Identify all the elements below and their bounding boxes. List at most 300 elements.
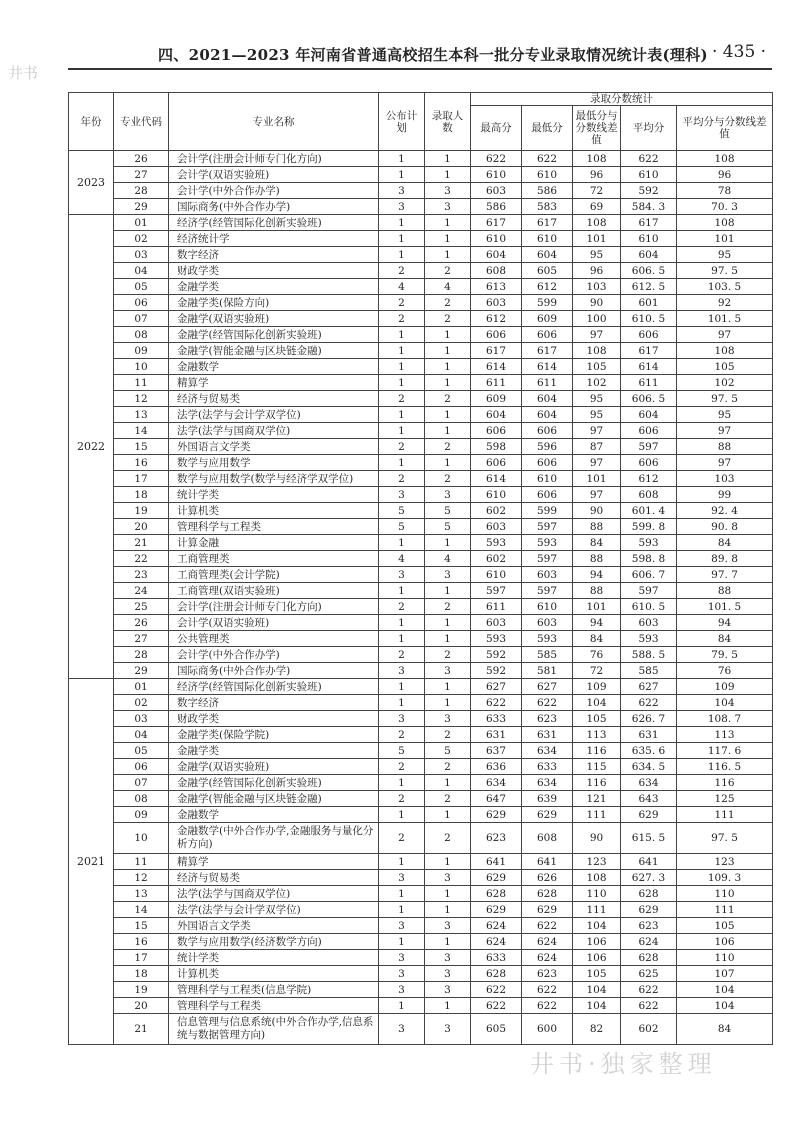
avg-diff-cell: 96 — [677, 167, 773, 183]
avg-diff-cell: 111 — [677, 807, 773, 823]
avg-cell: 628 — [621, 886, 677, 902]
avg-diff-cell: 108 — [677, 215, 773, 231]
max-cell: 614 — [471, 471, 522, 487]
min-cell: 597 — [522, 551, 573, 567]
admit-cell: 1 — [425, 583, 471, 599]
code-cell: 16 — [114, 934, 169, 950]
avg-diff-cell: 107 — [677, 966, 773, 982]
admit-cell: 3 — [425, 567, 471, 583]
admit-cell: 3 — [425, 199, 471, 215]
page-title: 四、2021—2023 年河南省普通高校招生本科一批分专业录取情况统计表(理科) — [158, 46, 708, 64]
min-diff-cell: 111 — [573, 902, 621, 918]
code-cell: 05 — [114, 743, 169, 759]
code-cell: 15 — [114, 918, 169, 934]
name-cell: 金融学(双语实验班) — [169, 311, 379, 327]
plan-cell: 1 — [379, 423, 425, 439]
max-cell: 609 — [471, 391, 522, 407]
admit-cell: 1 — [425, 359, 471, 375]
name-cell: 外国语言文学类 — [169, 918, 379, 934]
page-header — [0, 40, 800, 66]
avg-diff-cell: 97 — [677, 327, 773, 343]
table-row — [69, 663, 773, 679]
min-cell: 610 — [522, 167, 573, 183]
min-cell: 604 — [522, 391, 573, 407]
avg-diff-cell: 92 — [677, 295, 773, 311]
min-cell: 593 — [522, 535, 573, 551]
code-cell: 21 — [114, 535, 169, 551]
avg-cell: 604 — [621, 407, 677, 423]
name-cell: 财政学类 — [169, 711, 379, 727]
avg-cell: 597 — [621, 583, 677, 599]
min-cell: 624 — [522, 934, 573, 950]
avg-cell: 602 — [621, 1014, 677, 1045]
min-cell: 610 — [522, 599, 573, 615]
plan-cell: 2 — [379, 823, 425, 854]
plan-cell: 3 — [379, 966, 425, 982]
avg-cell: 623 — [621, 918, 677, 934]
admit-cell: 1 — [425, 151, 471, 167]
code-cell: 09 — [114, 343, 169, 359]
name-cell: 金融学类(保险方向) — [169, 295, 379, 311]
min-cell: 634 — [522, 743, 573, 759]
max-cell: 611 — [471, 375, 522, 391]
admit-cell: 5 — [425, 743, 471, 759]
min-diff-cell: 109 — [573, 679, 621, 695]
min-cell: 603 — [522, 567, 573, 583]
admit-cell: 1 — [425, 934, 471, 950]
name-cell: 精算学 — [169, 375, 379, 391]
max-cell: 624 — [471, 934, 522, 950]
plan-cell: 2 — [379, 295, 425, 311]
max-cell: 586 — [471, 199, 522, 215]
min-cell: 610 — [522, 231, 573, 247]
col-max: 最高分 — [471, 106, 522, 151]
avg-diff-cell: 88 — [677, 439, 773, 455]
min-diff-cell: 84 — [573, 535, 621, 551]
col-min-diff: 最低分与分数线差值 — [573, 106, 621, 151]
min-diff-cell: 82 — [573, 1014, 621, 1045]
min-cell: 617 — [522, 343, 573, 359]
table-row — [69, 455, 773, 471]
max-cell: 602 — [471, 551, 522, 567]
avg-cell: 588. 5 — [621, 647, 677, 663]
plan-cell: 1 — [379, 583, 425, 599]
min-diff-cell: 106 — [573, 934, 621, 950]
avg-diff-cell: 104 — [677, 998, 773, 1014]
max-cell: 598 — [471, 439, 522, 455]
min-diff-cell: 108 — [573, 870, 621, 886]
table-row — [69, 583, 773, 599]
min-diff-cell: 84 — [573, 631, 621, 647]
admit-cell: 1 — [425, 327, 471, 343]
code-cell: 17 — [114, 950, 169, 966]
min-cell: 604 — [522, 247, 573, 263]
code-cell: 13 — [114, 407, 169, 423]
min-diff-cell: 106 — [573, 950, 621, 966]
plan-cell: 1 — [379, 535, 425, 551]
name-cell: 金融数学 — [169, 359, 379, 375]
avg-cell: 592 — [621, 183, 677, 199]
code-cell: 08 — [114, 791, 169, 807]
min-cell: 606 — [522, 455, 573, 471]
admit-cell: 1 — [425, 615, 471, 631]
min-diff-cell: 95 — [573, 407, 621, 423]
avg-diff-cell: 84 — [677, 631, 773, 647]
min-diff-cell: 69 — [573, 199, 621, 215]
col-avg: 平均分 — [621, 106, 677, 151]
avg-diff-cell: 101. 5 — [677, 599, 773, 615]
min-diff-cell: 97 — [573, 423, 621, 439]
avg-diff-cell: 70. 3 — [677, 199, 773, 215]
avg-diff-cell: 95 — [677, 407, 773, 423]
min-cell: 603 — [522, 615, 573, 631]
admit-cell: 2 — [425, 599, 471, 615]
code-cell: 04 — [114, 727, 169, 743]
max-cell: 603 — [471, 519, 522, 535]
min-cell: 627 — [522, 679, 573, 695]
table-row — [69, 918, 773, 934]
max-cell: 641 — [471, 854, 522, 870]
admit-cell: 3 — [425, 982, 471, 998]
min-diff-cell: 90 — [573, 295, 621, 311]
admit-cell: 1 — [425, 998, 471, 1014]
code-cell: 14 — [114, 423, 169, 439]
max-cell: 622 — [471, 982, 522, 998]
avg-diff-cell: 97. 5 — [677, 391, 773, 407]
code-cell: 11 — [114, 854, 169, 870]
min-diff-cell: 72 — [573, 183, 621, 199]
avg-cell: 606. 7 — [621, 567, 677, 583]
max-cell: 622 — [471, 151, 522, 167]
admit-cell: 3 — [425, 1014, 471, 1045]
max-cell: 636 — [471, 759, 522, 775]
table-row — [69, 743, 773, 759]
name-cell: 数学与应用数学 — [169, 455, 379, 471]
plan-cell: 1 — [379, 151, 425, 167]
admit-cell: 3 — [425, 950, 471, 966]
avg-cell: 606. 5 — [621, 263, 677, 279]
admit-cell: 1 — [425, 535, 471, 551]
code-cell: 03 — [114, 247, 169, 263]
plan-cell: 1 — [379, 854, 425, 870]
plan-cell: 3 — [379, 982, 425, 998]
avg-cell: 635. 6 — [621, 743, 677, 759]
table-row — [69, 279, 773, 295]
name-cell: 财政学类 — [169, 263, 379, 279]
avg-cell: 599. 8 — [621, 519, 677, 535]
admit-cell: 4 — [425, 279, 471, 295]
plan-cell: 5 — [379, 743, 425, 759]
col-min: 最低分 — [522, 106, 573, 151]
admit-cell: 2 — [425, 823, 471, 854]
admit-cell: 3 — [425, 966, 471, 982]
avg-cell: 617 — [621, 215, 677, 231]
table-row — [69, 679, 773, 695]
table-row — [69, 870, 773, 886]
name-cell: 工商管理类 — [169, 551, 379, 567]
min-diff-cell: 102 — [573, 375, 621, 391]
plan-cell: 4 — [379, 551, 425, 567]
name-cell: 会计学(中外合作办学) — [169, 183, 379, 199]
min-diff-cell: 90 — [573, 503, 621, 519]
plan-cell: 1 — [379, 886, 425, 902]
min-cell: 599 — [522, 503, 573, 519]
admit-cell: 3 — [425, 711, 471, 727]
min-cell: 597 — [522, 583, 573, 599]
avg-diff-cell: 117. 6 — [677, 743, 773, 759]
avg-diff-cell: 84 — [677, 535, 773, 551]
code-cell: 29 — [114, 663, 169, 679]
plan-cell: 1 — [379, 359, 425, 375]
year-cell: 2021 — [69, 679, 114, 1045]
name-cell: 经济与贸易类 — [169, 391, 379, 407]
min-cell: 583 — [522, 199, 573, 215]
max-cell: 624 — [471, 918, 522, 934]
table-row — [69, 615, 773, 631]
plan-cell: 1 — [379, 375, 425, 391]
plan-cell: 1 — [379, 775, 425, 791]
avg-cell: 634 — [621, 775, 677, 791]
max-cell: 610 — [471, 167, 522, 183]
code-cell: 19 — [114, 503, 169, 519]
plan-cell: 1 — [379, 998, 425, 1014]
min-diff-cell: 76 — [573, 647, 621, 663]
plan-cell: 3 — [379, 487, 425, 503]
avg-diff-cell: 101 — [677, 231, 773, 247]
admit-cell: 1 — [425, 902, 471, 918]
min-diff-cell: 116 — [573, 743, 621, 759]
max-cell: 610 — [471, 567, 522, 583]
min-diff-cell: 101 — [573, 471, 621, 487]
admit-cell: 2 — [425, 727, 471, 743]
avg-diff-cell: 104 — [677, 982, 773, 998]
name-cell: 金融学(经管国际化创新实验班) — [169, 327, 379, 343]
avg-cell: 625 — [621, 966, 677, 982]
min-cell: 606 — [522, 487, 573, 503]
min-cell: 622 — [522, 998, 573, 1014]
plan-cell: 3 — [379, 950, 425, 966]
table-row — [69, 183, 773, 199]
table-row — [69, 950, 773, 966]
admit-cell: 3 — [425, 870, 471, 886]
table-row — [69, 199, 773, 215]
avg-diff-cell: 116. 5 — [677, 759, 773, 775]
avg-diff-cell: 97. 5 — [677, 263, 773, 279]
min-cell: 610 — [522, 471, 573, 487]
min-diff-cell: 95 — [573, 247, 621, 263]
max-cell: 608 — [471, 263, 522, 279]
table-row — [69, 327, 773, 343]
min-cell: 623 — [522, 711, 573, 727]
min-cell: 628 — [522, 886, 573, 902]
min-cell: 599 — [522, 295, 573, 311]
max-cell: 628 — [471, 886, 522, 902]
max-cell: 637 — [471, 743, 522, 759]
table-row — [69, 343, 773, 359]
name-cell: 信息管理与信息系统(中外合作办学,信息系统与数据管理方向) — [169, 1014, 379, 1045]
name-cell: 金融学类 — [169, 279, 379, 295]
max-cell: 593 — [471, 631, 522, 647]
watermark-logo: 井书 — [8, 64, 39, 82]
plan-cell: 1 — [379, 231, 425, 247]
avg-diff-cell: 109. 3 — [677, 870, 773, 886]
min-diff-cell: 108 — [573, 215, 621, 231]
code-cell: 02 — [114, 695, 169, 711]
avg-cell: 643 — [621, 791, 677, 807]
min-cell: 639 — [522, 791, 573, 807]
code-cell: 07 — [114, 775, 169, 791]
table-row — [69, 487, 773, 503]
avg-diff-cell: 102 — [677, 375, 773, 391]
table-row — [69, 503, 773, 519]
min-diff-cell: 103 — [573, 279, 621, 295]
avg-diff-cell: 109 — [677, 679, 773, 695]
admit-cell: 1 — [425, 407, 471, 423]
min-cell: 626 — [522, 870, 573, 886]
min-cell: 612 — [522, 279, 573, 295]
code-cell: 07 — [114, 311, 169, 327]
admit-cell: 2 — [425, 295, 471, 311]
plan-cell: 1 — [379, 902, 425, 918]
code-cell: 12 — [114, 870, 169, 886]
table-row — [69, 471, 773, 487]
table-row — [69, 854, 773, 870]
col-year: 年份 — [69, 93, 114, 151]
avg-diff-cell: 84 — [677, 1014, 773, 1045]
avg-diff-cell: 97 — [677, 455, 773, 471]
min-cell: 606 — [522, 423, 573, 439]
table-row — [69, 231, 773, 247]
table-row — [69, 167, 773, 183]
avg-diff-cell: 92. 4 — [677, 503, 773, 519]
code-cell: 27 — [114, 631, 169, 647]
min-diff-cell: 108 — [573, 151, 621, 167]
code-cell: 21 — [114, 1014, 169, 1045]
plan-cell: 4 — [379, 279, 425, 295]
code-cell: 02 — [114, 231, 169, 247]
table-row — [69, 535, 773, 551]
min-cell: 622 — [522, 982, 573, 998]
avg-diff-cell: 76 — [677, 663, 773, 679]
code-cell: 24 — [114, 583, 169, 599]
table-row — [69, 295, 773, 311]
table-row — [69, 631, 773, 647]
min-diff-cell: 108 — [573, 343, 621, 359]
min-cell: 600 — [522, 1014, 573, 1045]
name-cell: 金融学(双语实验班) — [169, 759, 379, 775]
table-row — [69, 359, 773, 375]
admission-table — [68, 92, 773, 1045]
admit-cell: 2 — [425, 647, 471, 663]
table-row — [69, 439, 773, 455]
avg-diff-cell: 90. 8 — [677, 519, 773, 535]
min-diff-cell: 97 — [573, 487, 621, 503]
name-cell: 经济与贸易类 — [169, 870, 379, 886]
avg-cell: 610 — [621, 231, 677, 247]
table-row — [69, 982, 773, 998]
avg-diff-cell: 97. 7 — [677, 567, 773, 583]
plan-cell: 5 — [379, 519, 425, 535]
min-diff-cell: 104 — [573, 695, 621, 711]
min-cell: 609 — [522, 311, 573, 327]
avg-diff-cell: 78 — [677, 183, 773, 199]
plan-cell: 2 — [379, 727, 425, 743]
admit-cell: 2 — [425, 391, 471, 407]
max-cell: 602 — [471, 503, 522, 519]
plan-cell: 1 — [379, 343, 425, 359]
table-row — [69, 934, 773, 950]
plan-cell: 1 — [379, 215, 425, 231]
admit-cell: 1 — [425, 423, 471, 439]
code-cell: 10 — [114, 359, 169, 375]
min-diff-cell: 101 — [573, 599, 621, 615]
min-cell: 593 — [522, 631, 573, 647]
admit-cell: 1 — [425, 167, 471, 183]
min-cell: 629 — [522, 807, 573, 823]
min-cell: 617 — [522, 215, 573, 231]
avg-diff-cell: 105 — [677, 359, 773, 375]
plan-cell: 1 — [379, 807, 425, 823]
table-row — [69, 423, 773, 439]
col-stats: 录取分数统计 — [471, 93, 773, 106]
avg-cell: 627 — [621, 679, 677, 695]
avg-cell: 627. 3 — [621, 870, 677, 886]
admit-cell: 1 — [425, 886, 471, 902]
avg-cell: 612 — [621, 471, 677, 487]
avg-cell: 585 — [621, 663, 677, 679]
plan-cell: 1 — [379, 455, 425, 471]
max-cell: 592 — [471, 663, 522, 679]
max-cell: 604 — [471, 407, 522, 423]
avg-diff-cell: 108. 7 — [677, 711, 773, 727]
min-diff-cell: 94 — [573, 615, 621, 631]
avg-cell: 622 — [621, 982, 677, 998]
name-cell: 数学与应用数学(数学与经济学双学位) — [169, 471, 379, 487]
min-diff-cell: 115 — [573, 759, 621, 775]
max-cell: 629 — [471, 902, 522, 918]
table-row — [69, 391, 773, 407]
plan-cell: 1 — [379, 695, 425, 711]
max-cell: 604 — [471, 247, 522, 263]
min-diff-cell: 110 — [573, 886, 621, 902]
table-row — [69, 886, 773, 902]
admit-cell: 5 — [425, 519, 471, 535]
min-diff-cell: 94 — [573, 567, 621, 583]
name-cell: 会计学(注册会计师专门化方向) — [169, 599, 379, 615]
table-body — [69, 151, 773, 1045]
max-cell: 614 — [471, 359, 522, 375]
avg-cell: 631 — [621, 727, 677, 743]
name-cell: 法学(法学与会计学双学位) — [169, 902, 379, 918]
avg-cell: 612. 5 — [621, 279, 677, 295]
admit-cell: 1 — [425, 775, 471, 791]
name-cell: 经济学(经管国际化创新实验班) — [169, 679, 379, 695]
code-cell: 13 — [114, 886, 169, 902]
col-avg-diff: 平均分与分数线差值 — [677, 106, 773, 151]
min-diff-cell: 123 — [573, 854, 621, 870]
table-row — [69, 823, 773, 854]
code-cell: 03 — [114, 711, 169, 727]
code-cell: 01 — [114, 215, 169, 231]
admit-cell: 1 — [425, 455, 471, 471]
min-diff-cell: 96 — [573, 167, 621, 183]
admit-cell: 2 — [425, 439, 471, 455]
plan-cell: 3 — [379, 183, 425, 199]
name-cell: 金融学类(保险学院) — [169, 727, 379, 743]
avg-cell: 601. 4 — [621, 503, 677, 519]
code-cell: 15 — [114, 439, 169, 455]
name-cell: 金融学类 — [169, 743, 379, 759]
